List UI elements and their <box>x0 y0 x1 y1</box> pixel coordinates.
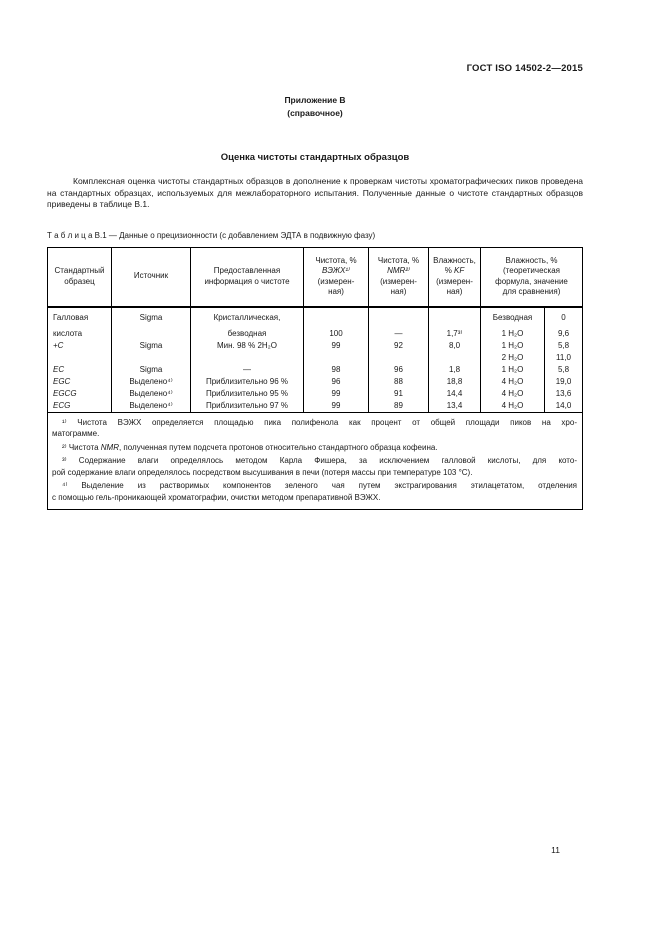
cell-hydrate-form: 4 H₂O <box>481 400 545 413</box>
annex-kind: (справочное) <box>287 107 343 118</box>
cell-moisture-kf: 8,0 <box>429 340 481 352</box>
header-line: информация о чистоте <box>204 276 290 286</box>
col-header-purity-hplc <box>304 247 369 307</box>
footnote-part: ²⁾ Чистота <box>62 442 101 452</box>
col-header-source <box>112 247 191 307</box>
cell-purity-hplc <box>304 352 369 364</box>
cell-moisture-compare: 9,6 <box>545 328 583 340</box>
cell-sample: Галловая <box>48 307 112 328</box>
col-header-purity-info <box>191 247 304 307</box>
precision-data-table <box>47 247 583 511</box>
footnote-3 <box>52 455 577 478</box>
header-line: (измерен- <box>380 276 417 286</box>
cell-moisture-kf: 13,4 <box>429 400 481 413</box>
cell-moisture-compare: 5,8 <box>545 364 583 376</box>
cell-moisture-kf: 1,8 <box>429 364 481 376</box>
table-row <box>48 364 583 376</box>
cell-source <box>112 352 191 364</box>
cell-moisture-compare: 19,0 <box>545 376 583 388</box>
cell-source: Выделено⁴⁾ <box>112 376 191 388</box>
table-row <box>48 328 583 340</box>
footnote-part: , полученная путем подсчета протонов относительно стандартного образца кофеина. <box>118 442 438 452</box>
header-line <box>430 266 479 277</box>
footnotes-cell <box>48 412 583 510</box>
table-row <box>48 376 583 388</box>
page-number: 11 <box>551 845 560 855</box>
cell-moisture-compare: 11,0 <box>545 352 583 364</box>
footnote-line: с помощью гель-проникающей хроматографии, очистки методом препаративной ВЭЖХ. <box>52 492 381 502</box>
col-header-moisture-kf <box>429 247 481 307</box>
cell-moisture-kf: 14,4 <box>429 388 481 400</box>
footnote-line: ¹⁾ Чистота ВЭЖХ определяется площадью пика полифенола как процент от общей площади пиков на хро- <box>62 417 577 427</box>
header-line: (измерен- <box>436 276 473 286</box>
cell-purity-info: безводная <box>191 328 304 340</box>
header-line-part: % <box>444 266 455 275</box>
footnote-line: рой содержание влаги определялось посредством высушивания в печи (потеря массы при температуре 103 °С). <box>52 467 473 477</box>
cell-source: Sigma <box>112 364 191 376</box>
cell-moisture-kf: 18,8 <box>429 376 481 388</box>
cell-hydrate-form: 1 H₂O <box>481 364 545 376</box>
cell-sample: ECG <box>48 400 112 413</box>
header-line: NMR²⁾ <box>387 266 410 275</box>
cell-sample <box>48 352 112 364</box>
footnote-line: матограмме. <box>52 429 100 438</box>
header-line: Предоставленная <box>213 266 281 275</box>
footnote-line: ⁴⁾ Выделение из растворимых компонентов зеленого чая путем экстрагирования этилацетатом, отделения <box>62 481 577 490</box>
cell-purity-hplc: 98 <box>304 364 369 376</box>
section-title: Оценка чистоты стандартных образцов <box>220 152 410 163</box>
table-header <box>48 247 583 307</box>
table-header-row <box>48 247 583 307</box>
cell-purity-hplc: 99 <box>304 388 369 400</box>
cell-hydrate-form: 4 H₂O <box>481 388 545 400</box>
cell-purity-nmr: — <box>369 328 429 340</box>
footnote-line: ³⁾ Содержание влаги определялось методом Карла Фишера, за исключением галловой кислоты, для кото- <box>62 456 577 465</box>
cell-hydrate-form: 1 H₂O <box>481 340 545 352</box>
cell-source: Выделено⁴⁾ <box>112 388 191 400</box>
cell-purity-info: — <box>191 364 304 376</box>
cell-sample: EGC <box>48 376 112 388</box>
header-line: Чистота, % <box>315 255 357 265</box>
cell-source: Sigma <box>112 340 191 352</box>
cell-sample: кислота <box>48 328 112 340</box>
header-line: Стандартный <box>54 266 105 275</box>
cell-sample: EGCG <box>48 388 112 400</box>
header-line: Влажность, <box>433 255 476 265</box>
annex-label: Приложение В <box>284 95 346 105</box>
cell-purity-info: Приблизительно 97 % <box>191 400 304 413</box>
cell-source <box>112 328 191 340</box>
cell-purity-hplc <box>304 307 369 328</box>
footnote-1 <box>52 417 577 440</box>
cell-purity-info <box>191 352 304 364</box>
table-row <box>48 340 583 352</box>
col-header-moisture-theoretical <box>481 247 583 307</box>
table-row <box>48 352 583 364</box>
header-line: Влажность, % <box>505 255 558 265</box>
cell-purity-hplc: 99 <box>304 340 369 352</box>
cell-purity-nmr: 89 <box>369 400 429 413</box>
cell-moisture-kf <box>429 352 481 364</box>
cell-hydrate-form: 1 H₂O <box>481 328 545 340</box>
table-footnotes-section <box>48 412 583 510</box>
annex-heading <box>47 94 583 119</box>
cell-purity-info: Мин. 98 % 2H₂O <box>191 340 304 352</box>
table-row <box>48 388 583 400</box>
header-line-part: KF <box>454 266 465 275</box>
header-line: ная) <box>446 287 463 296</box>
cell-purity-info: Приблизительно 95 % <box>191 388 304 400</box>
cell-hydrate-form: 2 H₂O <box>481 352 545 364</box>
cell-moisture-compare: 0 <box>545 307 583 328</box>
header-line: образец <box>64 276 95 286</box>
cell-purity-hplc: 96 <box>304 376 369 388</box>
table-body <box>48 307 583 413</box>
footnote-line <box>52 442 577 454</box>
header-line: (измерен- <box>317 276 355 286</box>
cell-purity-hplc: 99 <box>304 400 369 413</box>
cell-moisture-compare: 14,0 <box>545 400 583 413</box>
header-line: формула, значение <box>495 276 568 286</box>
col-header-purity-nmr <box>369 247 429 307</box>
cell-purity-nmr: 88 <box>369 376 429 388</box>
cell-hydrate-form: 4 H₂O <box>481 376 545 388</box>
cell-moisture-compare: 5,8 <box>545 340 583 352</box>
cell-moisture-kf: 1,7³⁾ <box>429 328 481 340</box>
header-line: (теоретическая <box>503 266 560 275</box>
header-line: ВЭЖХ¹⁾ <box>321 266 350 275</box>
table-row <box>48 400 583 413</box>
header-line: ная) <box>390 287 407 296</box>
cell-purity-nmr: 91 <box>369 388 429 400</box>
cell-moisture-kf <box>429 307 481 328</box>
col-header-standard-sample <box>48 247 112 307</box>
header-line: Чистота, % <box>377 255 420 265</box>
footnote-4 <box>52 480 577 503</box>
table-footnotes-row <box>48 412 583 510</box>
cell-purity-hplc: 100 <box>304 328 369 340</box>
header-line: ная) <box>328 287 344 296</box>
table-row <box>48 307 583 328</box>
cell-purity-nmr <box>369 352 429 364</box>
table-caption: Т а б л и ц а В.1 — Данные о прецизионности (с добавлением ЭДТА в подвижную фазу) <box>47 230 376 240</box>
body-paragraph: Комплексная оценка чистоты стандартных образцов в дополнение к проверкам чистоты хроматографических пиков проведена на стандартных образцах, используемых для межлабораторного испытания. Полученные данные о чистоте стандартных образцов приведены в таблице В.1. <box>47 176 583 209</box>
cell-purity-info: Кристаллическая, <box>191 307 304 328</box>
header-line: для сравнения) <box>502 287 561 296</box>
cell-moisture-compare: 13,6 <box>545 388 583 400</box>
header-line: Источник <box>133 271 169 281</box>
cell-purity-nmr: 96 <box>369 364 429 376</box>
cell-purity-nmr: 92 <box>369 340 429 352</box>
cell-sample: +C <box>48 340 112 352</box>
footnote-part: NMR <box>100 442 119 452</box>
cell-sample: EC <box>48 364 112 376</box>
cell-purity-nmr <box>369 307 429 328</box>
cell-hydrate-form: Безводная <box>481 307 545 328</box>
cell-source: Выделено⁴⁾ <box>112 400 191 413</box>
cell-source: Sigma <box>112 307 191 328</box>
cell-purity-info: Приблизительно 96 % <box>191 376 304 388</box>
doc-code: ГОСТ ISO 14502-2—2015 <box>466 63 583 74</box>
footnote-2 <box>52 442 577 454</box>
